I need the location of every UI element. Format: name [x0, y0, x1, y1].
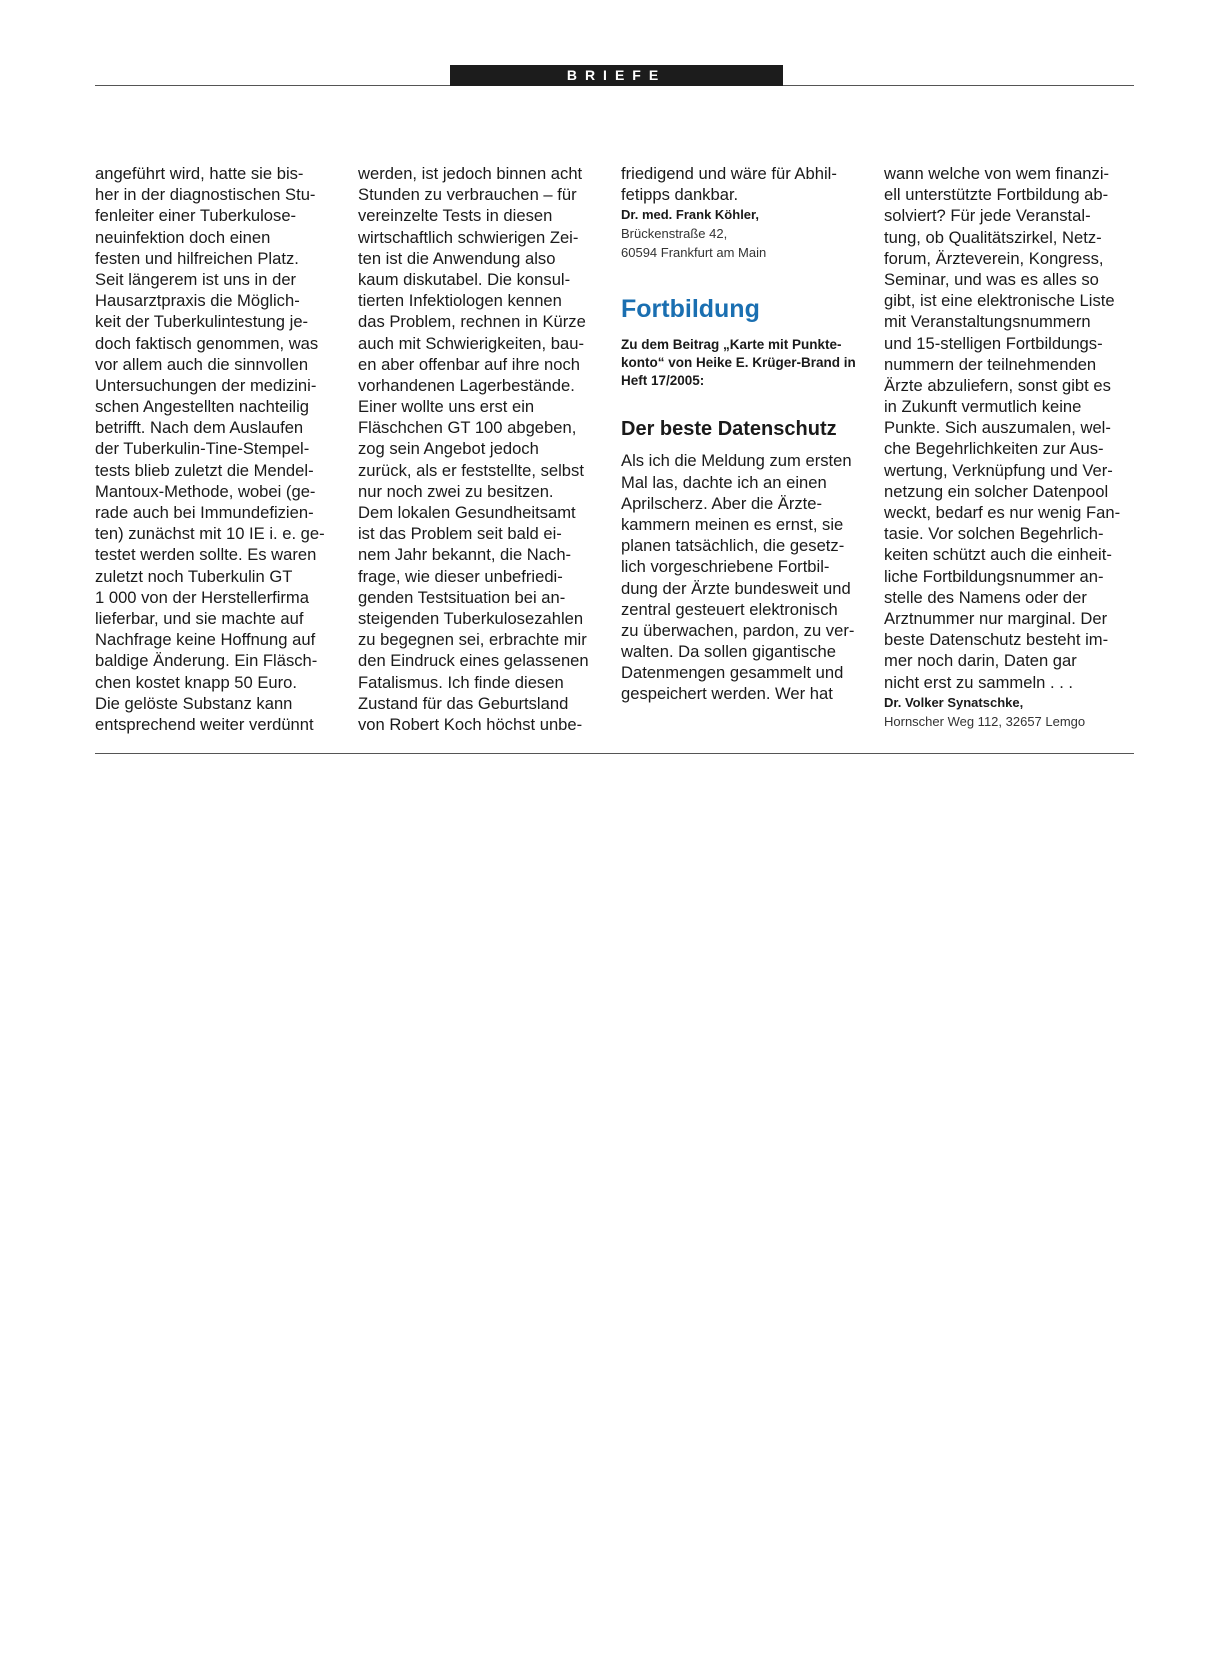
text-line: nicht erst zu sammeln . . .	[884, 672, 1074, 692]
text-line: in Zukunft vermutlich keine	[884, 397, 1082, 417]
text-line: Seminar, und was es alles so	[884, 269, 1099, 289]
text-line: chen kostet knapp 50 Euro.	[95, 672, 298, 692]
text-line: keit der Tuberkulintestung je-	[95, 312, 309, 332]
text-line: von Robert Koch höchst unbe-	[358, 714, 583, 734]
text-line: kaum diskutabel. Die konsul-	[358, 269, 571, 289]
signature-address: Hornscher Weg 112, 32657 Lemgo	[884, 713, 1086, 729]
text-line: nem Jahr bekannt, die Nach-	[358, 545, 572, 565]
text-line: mer noch darin, Daten gar	[884, 651, 1077, 671]
text-line: nummern der teilnehmenden	[884, 354, 1097, 374]
text-line: Punkte. Sich auszumalen, wel-	[884, 418, 1111, 438]
text-line: tierten Infektiologen kennen	[358, 291, 562, 311]
text-line: gibt, ist eine elektronische Liste	[884, 291, 1115, 311]
text-line: genden Testsituation bei an-	[358, 587, 566, 607]
text-line: rade auch bei Immundefizien-	[95, 503, 314, 522]
text-line: dung der Ärzte bundesweit und	[621, 578, 851, 598]
text-line: Als ich die Meldung zum ersten	[621, 451, 852, 471]
text-line: festen und hilfreichen Platz.	[95, 248, 299, 268]
text-line: ten ist die Anwendung also	[358, 248, 556, 268]
section-header-briefe: BRIEFE	[450, 65, 783, 86]
letter-headline: Der beste Datenschutz	[621, 418, 837, 441]
text-line: Stunden zu verbrauchen – für	[358, 185, 577, 205]
text-line: ell unterstützte Fortbildung ab-	[884, 185, 1109, 205]
text-line: Zustand für das Geburtsland	[358, 693, 569, 713]
text-line: Mantoux-Methode, wobei (ge-	[95, 481, 316, 501]
column-1	[95, 163, 345, 735]
article-reference-line: Zu dem Beitrag „Karte mit Punkte-	[621, 337, 842, 353]
section-title: Fortbildung	[621, 295, 760, 324]
text-line: Untersuchungen der medizini-	[95, 375, 317, 395]
column-4	[884, 163, 1134, 731]
text-line: betrifft. Nach dem Auslaufen	[95, 418, 304, 438]
signature-name: Dr. Volker Synatschke,	[884, 694, 1024, 710]
text-line: steigenden Tuberkulosezahlen	[358, 608, 584, 628]
text-line: wertung, Verknüpfung und Ver-	[884, 460, 1113, 480]
text-line: das Problem, rechnen in Kürze	[358, 312, 586, 332]
text-line: tasie. Vor solchen Begehrlich-	[884, 524, 1104, 544]
text-line: weckt, bedarf es nur wenig Fan-	[884, 503, 1121, 522]
text-line: wirtschaftlich schwierigen Zei-	[358, 227, 579, 247]
text-line: Fläschchen GT 100 abgeben,	[358, 418, 577, 438]
text-line: Die gelöste Substanz kann	[95, 693, 293, 713]
text-line: kammern meinen es ernst, sie	[621, 514, 844, 534]
text-line: zurück, als er feststellte, selbst	[358, 460, 584, 480]
text-line: zuletzt noch Tuberkulin GT	[95, 566, 293, 586]
text-line: schen Angestellten nachteilig	[95, 397, 310, 417]
text-line: vorhandenen Lagerbestände.	[358, 375, 575, 395]
text-line: Datenmengen gesammelt und	[621, 663, 844, 683]
text-line: entsprechend weiter verdünnt	[95, 714, 314, 734]
text-line: her in der diagnostischen Stu-	[95, 185, 316, 205]
text-line: liche Fortbildungsnummer an-	[884, 566, 1104, 586]
text-line: zu überwachen, pardon, zu ver-	[621, 620, 855, 640]
text-line: Nachfrage keine Hoffnung auf	[95, 630, 316, 650]
text-line: ten) zunächst mit 10 IE i. e. ge-	[95, 524, 325, 544]
letter-body	[621, 450, 871, 704]
text-line: vor allem auch die sinnvollen	[95, 354, 309, 374]
text-line: fetipps dankbar.	[621, 185, 739, 205]
column-3	[621, 163, 871, 705]
text-line: fenleiter einer Tuberkulose-	[95, 206, 297, 226]
article-reference-line: konto“ von Heike E. Krüger-Brand in	[621, 355, 856, 371]
text-line: nur noch zwei zu besitzen.	[358, 481, 554, 501]
signature-address-city: 60594 Frankfurt am Main	[621, 245, 767, 261]
text-line: tung, ob Qualitätszirkel, Netz-	[884, 227, 1102, 247]
text-line: beste Datenschutz besteht im-	[884, 630, 1109, 650]
text-line: stelle des Namens oder der	[884, 587, 1087, 607]
article-reference-line: Heft 17/2005:	[621, 373, 705, 389]
text-line: der Tuberkulin-Tine-Stempel-	[95, 439, 310, 459]
text-line: und 15-stelligen Fortbildungs-	[884, 333, 1103, 353]
text-line: lieferbar, und sie machte auf	[95, 608, 304, 628]
text-line: zentral gesteuert elektronisch	[621, 599, 838, 619]
text-line: walten. Da sollen gigantische	[621, 642, 836, 662]
text-line: ist das Problem seit bald ei-	[358, 524, 562, 544]
text-line: auch mit Schwierigkeiten, bau-	[358, 333, 584, 353]
text-line: Seit längerem ist uns in der	[95, 269, 297, 289]
text-line: mit Veranstaltungsnummern	[884, 312, 1091, 332]
footer-rule	[95, 753, 1134, 754]
text-line: werden, ist jedoch binnen acht	[358, 164, 583, 183]
column-2	[358, 163, 608, 735]
text-line: forum, Ärzteverein, Kongress,	[884, 248, 1104, 268]
article-reference	[621, 336, 871, 390]
text-line: zog sein Angebot jedoch	[358, 439, 539, 459]
text-line: Einer wollte uns erst ein	[358, 397, 535, 417]
text-line: keiten schützt auch die einheit-	[884, 545, 1112, 565]
text-line: netzung ein solcher Datenpool	[884, 481, 1109, 501]
text-line: Dem lokalen Gesundheitsamt	[358, 503, 576, 522]
text-line: solviert? Für jede Veranstal-	[884, 206, 1091, 226]
text-line: zu begegnen sei, erbrachte mir	[358, 630, 587, 650]
column-4-text	[884, 163, 1134, 693]
text-line: Arztnummer nur marginal. Der	[884, 608, 1108, 628]
text-line: planen tatsächlich, die gesetz-	[621, 536, 845, 556]
text-line: Ärzte abzuliefern, sonst gibt es	[884, 375, 1111, 395]
text-line: tests blieb zuletzt die Mendel-	[95, 460, 314, 480]
text-line: lich vorgeschriebene Fortbil-	[621, 557, 830, 577]
signature-name: Dr. med. Frank Köhler,	[621, 207, 759, 223]
text-line: frage, wie dieser unbefriedi-	[358, 566, 563, 586]
text-line: den Eindruck eines gelassenen	[358, 651, 589, 671]
text-line: doch faktisch genommen, was	[95, 333, 319, 353]
text-line: wann welche von wem finanzi-	[884, 164, 1110, 183]
text-line: Aprilscherz. Aber die Ärzte-	[621, 493, 823, 513]
text-line: baldige Änderung. Ein Fläsch-	[95, 651, 318, 671]
text-line: Mal las, dachte ich an einen	[621, 472, 827, 492]
text-line: Fatalismus. Ich finde diesen	[358, 672, 564, 692]
text-line: Hausarztpraxis die Möglich-	[95, 291, 300, 311]
text-line: neuinfektion doch einen	[95, 227, 271, 247]
text-line: testet werden sollte. Es waren	[95, 545, 317, 565]
text-line: angeführt wird, hatte sie bis-	[95, 164, 304, 183]
text-line: friedigend und wäre für Abhil-	[621, 164, 837, 183]
text-line: 1 000 von der Herstellerfirma	[95, 587, 309, 607]
column-3-continued-text	[621, 163, 871, 205]
text-line: gespeichert werden. Wer hat	[621, 684, 833, 704]
text-line: vereinzelte Tests in diesen	[358, 206, 553, 226]
text-line: che Begehrlichkeiten zur Aus-	[884, 439, 1104, 459]
text-line: en aber offenbar auf ihre noch	[358, 354, 581, 374]
signature-address-street: Brückenstraße 42,	[621, 226, 728, 242]
